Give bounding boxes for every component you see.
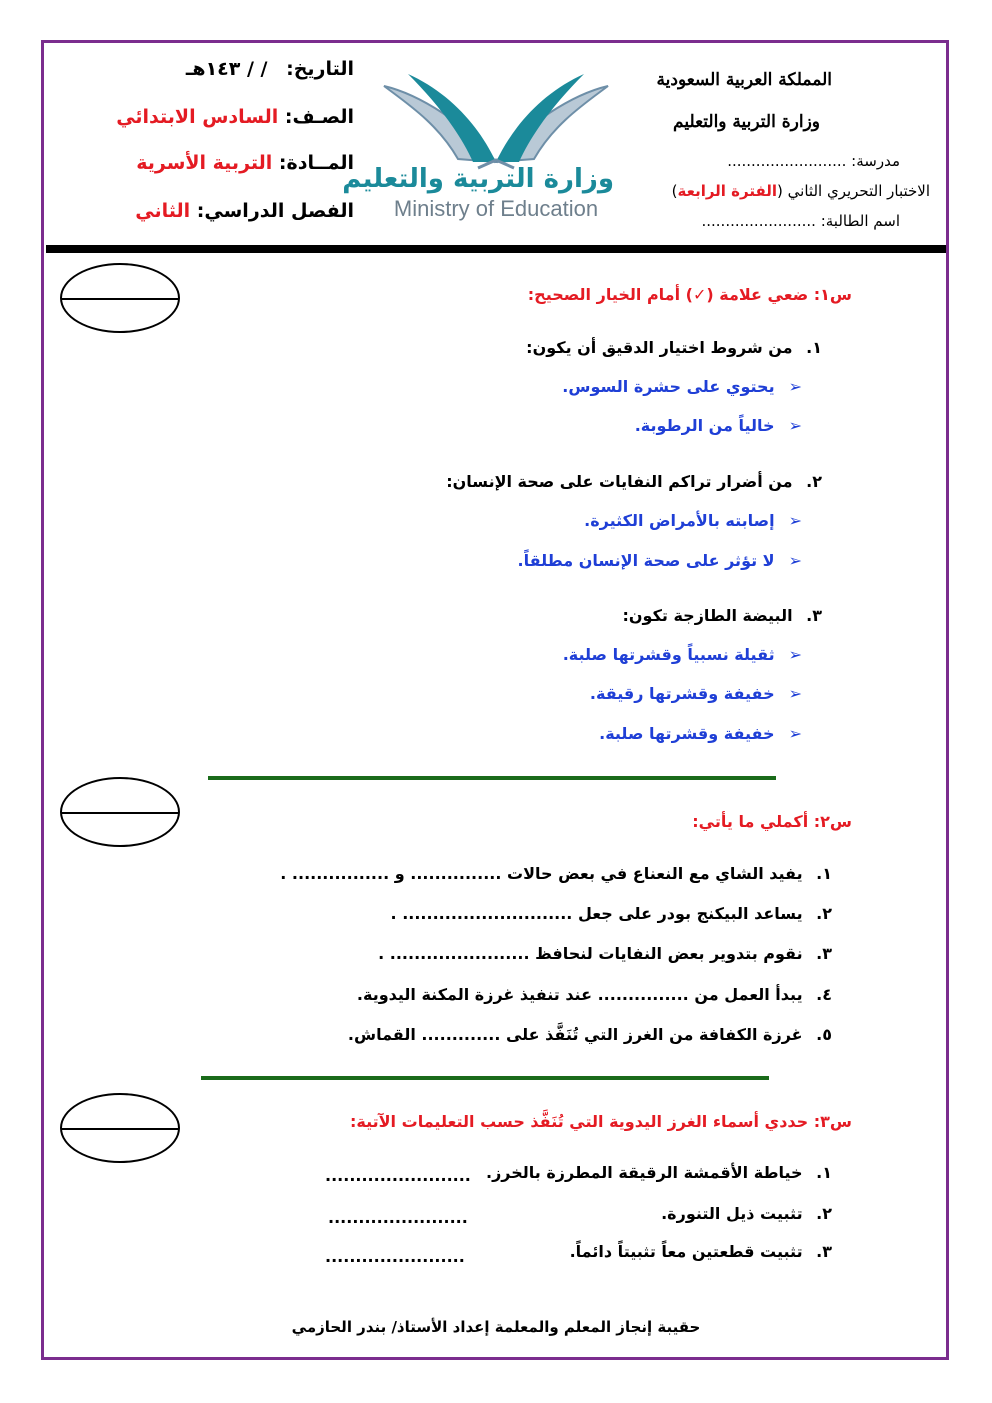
item-number: ٢. [816,1204,832,1223]
arrow-bullet-icon: ➢ [788,645,802,664]
item-text: تثبيت قطعتين معاً تثبيتاً دائماً. [569,1242,803,1261]
semester-line [135,200,354,222]
section-divider-1 [208,776,776,780]
logo-arabic-text: وزارة التربية والتعليم [342,164,614,194]
arrow-bullet-icon: ➢ [788,511,802,530]
kingdom-title: المملكة العربية السعودية [656,70,832,90]
q1-1-option-1[interactable] [562,377,802,396]
item-text[interactable]: غرزة الكفافة من الغرز التي تُنَفَّذ على ............. القماش. [347,1025,803,1044]
q1-title: س١: ضعي علامة (✓) أمام الخيار الصحيح: [527,285,852,304]
grade-line [116,106,354,128]
item-text[interactable]: يساعد البيكنج بودر على جعل ............................ . [390,904,803,923]
item-text: تثبيت ذيل التنورة. [661,1204,803,1223]
q1-3-option-2[interactable] [590,684,802,703]
page-border [41,40,949,1360]
item-number: ٢. [806,472,822,491]
q1-2-option-2[interactable] [518,551,803,570]
item-number: ٤. [816,985,832,1004]
footer-credit: حقيبة إنجاز المعلم والمعلمة إعداد الأستاذ/ بندر الحازمي [291,1318,701,1336]
item-text: البيضة الطازجة تكون: [622,606,793,625]
score-oval-q2 [60,777,180,847]
q1-item-2 [446,472,822,491]
header-divider [46,245,946,253]
q1-item-1 [526,338,822,357]
student-name-line [701,212,900,230]
arrow-bullet-icon: ➢ [788,551,802,570]
item-number: ٢. [816,904,832,923]
q2-item-3 [378,944,832,963]
q3-title: س٣: حددي أسماء الغرز اليدوية التي تُنَفَّذ حسب التعليمات الآتية: [350,1112,852,1131]
student-label: اسم الطالبة: [820,212,900,230]
item-text: خياطة الأقمشة الرقيقة المطرزة بالخرز. [485,1163,803,1182]
exam-title-end: ) [671,182,678,200]
subject-value: التربية الأسرية [136,152,273,174]
item-number: ٣. [816,944,832,963]
exam-period: الفترة الرابعة [677,182,778,200]
q3-item-2 [661,1204,832,1223]
q3-item-1 [486,1163,832,1182]
q1-3-option-3[interactable] [599,724,802,743]
score-oval-q1 [60,263,180,333]
arrow-bullet-icon: ➢ [788,724,802,743]
q1-1-option-2[interactable] [635,416,802,435]
q3-answer-3[interactable]: ....................... [325,1247,465,1266]
item-number: ١. [816,864,832,883]
date-label: التاريخ: [286,58,354,80]
item-text[interactable]: نقوم بتدوير بعض النفايات لنحافظ ....................... . [378,944,803,963]
option-text: لا تؤثر على صحة الإنسان مطلقاً. [517,551,775,570]
arrow-bullet-icon: ➢ [788,377,802,396]
q1-2-option-1[interactable] [584,511,802,530]
q3-item-3 [570,1242,832,1261]
student-name-field[interactable]: ........................ [701,212,816,230]
ministry-title: وزارة التربية والتعليم [673,112,820,132]
option-text: يحتوي على حشرة السوس. [562,377,775,396]
q3-answer-1[interactable]: ........................ [325,1166,471,1185]
exam-title [672,182,930,200]
item-text[interactable]: يفيد الشاي مع النعناع في بعض حالات ............... و ................ . [280,864,803,883]
subject-line [136,152,354,174]
semester-label: الفصل الدراسي: [196,200,354,222]
item-number: ٣. [806,606,822,625]
option-text: ثقيلة نسبياً وقشرتها صلبة. [562,645,775,664]
option-text: خفيفة وقشرتها رقيقة. [589,684,775,703]
q2-item-4 [357,985,832,1004]
q2-item-2 [391,904,832,923]
semester-value: الثاني [135,200,191,222]
score-oval-q3 [60,1093,180,1163]
section-divider-2 [201,1076,769,1080]
school-label: مدرسة: [851,152,900,170]
arrow-bullet-icon: ➢ [788,684,802,703]
date-line [186,58,354,80]
q1-item-3 [622,606,822,625]
item-text: من شروط اختيار الدقيق أن يكون: [526,338,793,357]
q2-item-5 [348,1025,832,1044]
school-line [727,152,900,170]
date-value: / / ١٤٣هـ [185,58,268,80]
logo-english-text: Ministry of Education [393,196,599,221]
q2-title: س٢: أكملي ما يأتي: [692,812,852,831]
grade-label: الصـف: [284,106,354,128]
item-text[interactable]: يبدأ العمل من ............... عند تنفيذ غرزة المكنة اليدوية. [356,985,803,1004]
grade-value: السادس الابتدائي [116,106,279,128]
item-number: ١. [816,1163,832,1182]
option-text: إصابته بالأمراض الكثيرة. [584,511,775,530]
subject-label: المــادة: [278,152,354,174]
q1-3-option-1[interactable] [563,645,802,664]
item-text: من أضرار تراكم النفايات على صحة الإنسان: [446,472,793,491]
ministry-logo [342,64,614,224]
q3-answer-2[interactable]: ....................... [328,1208,468,1227]
item-number: ١. [806,338,822,357]
open-book-icon [378,64,614,174]
exam-title-start: الاختبار التحريري الثاني ( [777,182,930,200]
item-number: ٣. [816,1242,832,1261]
school-field[interactable]: ......................... [727,152,847,170]
arrow-bullet-icon: ➢ [788,416,802,435]
q2-item-1 [280,864,832,883]
item-number: ٥. [816,1025,832,1044]
option-text: خفيفة وقشرتها صلبة. [599,724,775,743]
option-text: خالياً من الرطوبة. [634,416,775,435]
